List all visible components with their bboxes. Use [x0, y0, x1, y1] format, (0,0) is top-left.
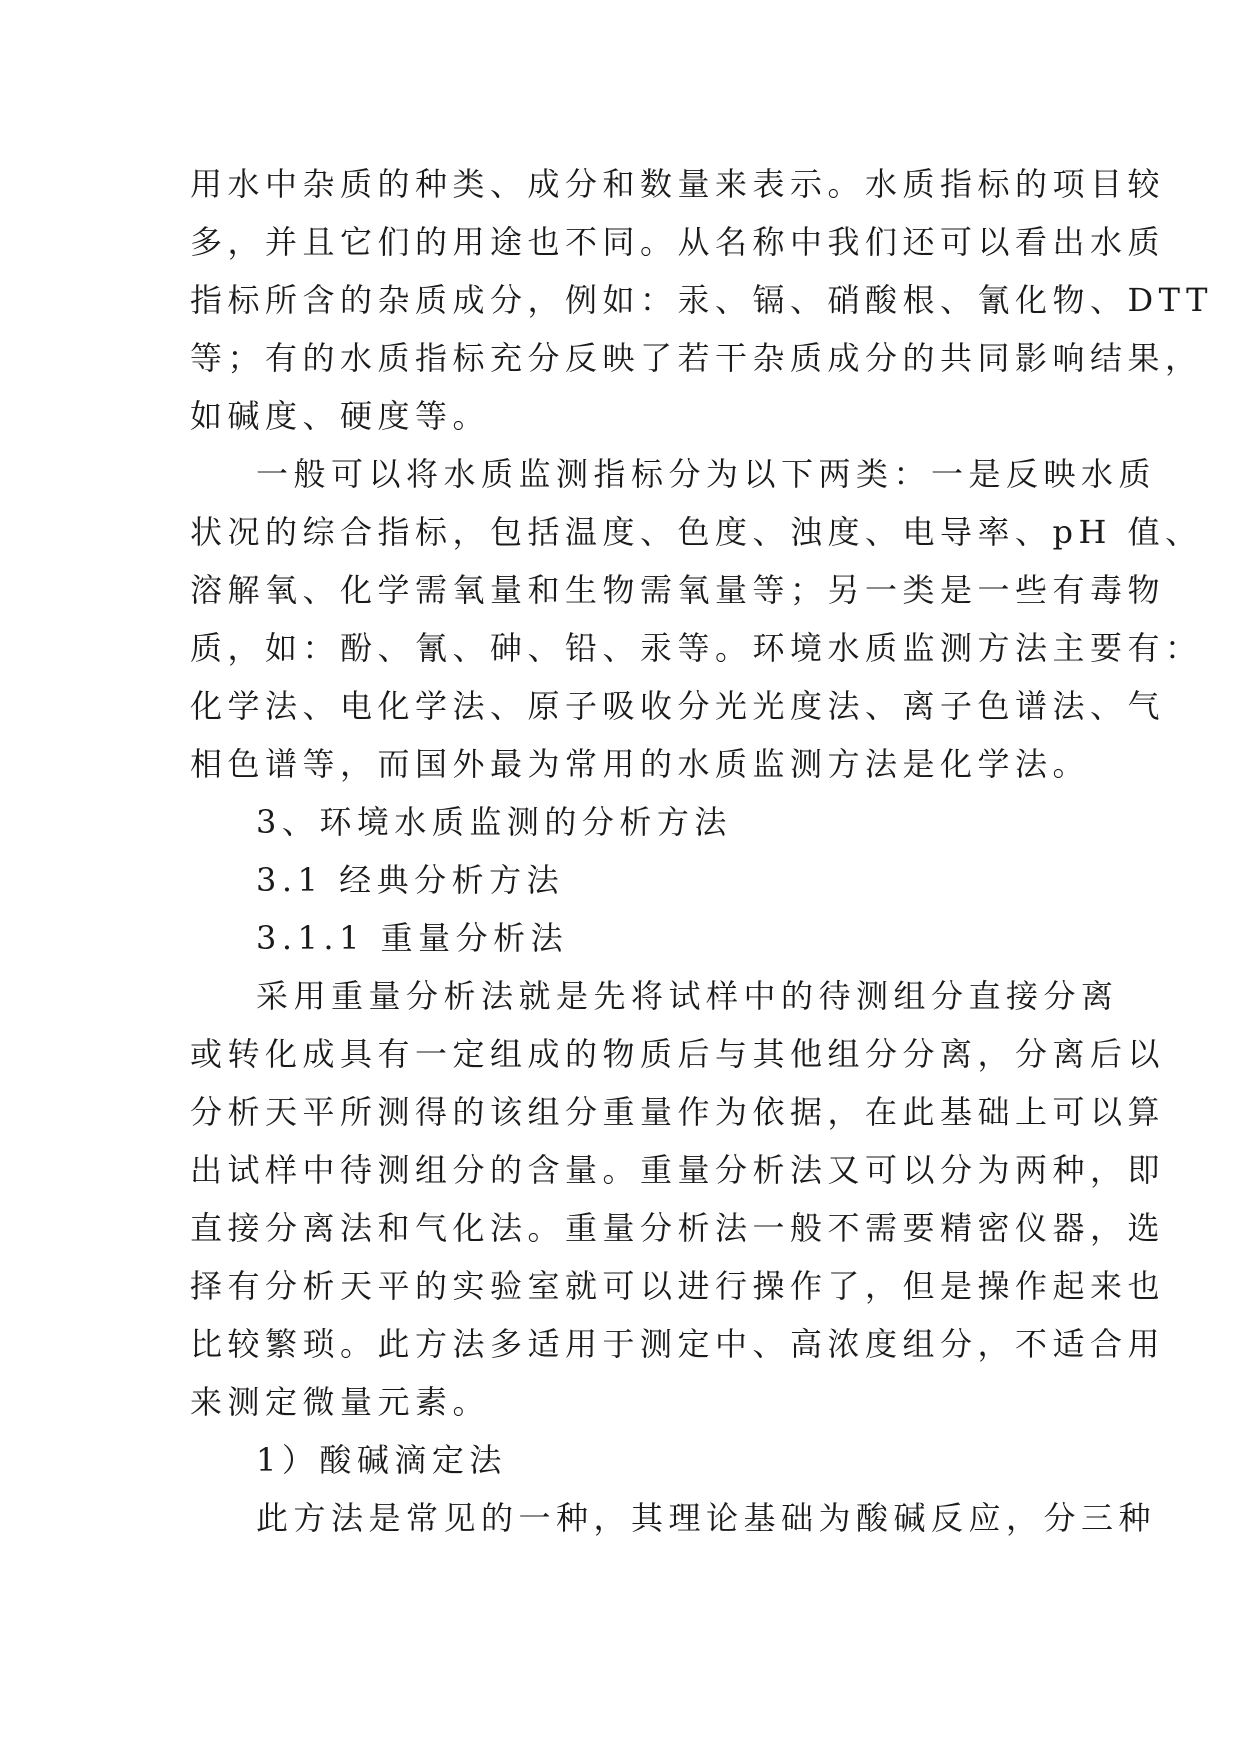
text-line: 用水中杂质的种类、成分和数量来表示。水质指标的项目较: [190, 165, 1166, 203]
text-line: 指标所含的杂质成分，例如：汞、镉、硝酸根、氰化物、DTT: [190, 281, 1213, 319]
text-line: 采用重量分析法就是先将试样中的待测组分直接分离: [256, 977, 1119, 1015]
document-page: [190, 155, 1213, 1547]
text-line: 此方法是常见的一种，其理论基础为酸碱反应，分三种: [256, 1499, 1157, 1537]
text-line: 直接分离法和气化法。重量分析法一般不需要精密仪器，选: [190, 1209, 1166, 1247]
subsection-heading: 3.1 经典分析方法: [256, 861, 565, 899]
text-line: 比较繁琐。此方法多适用于测定中、高浓度组分，不适合用: [190, 1325, 1166, 1363]
text-line: 来测定微量元素。: [190, 1383, 491, 1421]
text-line: 出试样中待测组分的含量。重量分析法又可以分为两种，即: [190, 1151, 1166, 1189]
text-line: 化学法、电化学法、原子吸收分光光度法、离子色谱法、气: [190, 687, 1166, 725]
text-line: 如碱度、硬度等。: [190, 397, 491, 435]
text-line: 等；有的水质指标充分反映了若干杂质成分的共同影响结果，: [190, 339, 1203, 377]
text-line: 相色谱等，而国外最为常用的水质监测方法是化学法。: [190, 745, 1091, 783]
list-heading: 1）酸碱滴定法: [256, 1441, 507, 1479]
text-line: 多，并且它们的用途也不同。从名称中我们还可以看出水质: [190, 223, 1166, 261]
text-line: 或转化成具有一定组成的物质后与其他组分分离，分离后以: [190, 1035, 1166, 1073]
text-line: 状况的综合指标，包括温度、色度、浊度、电导率、pH 值、: [190, 513, 1203, 551]
text-line: 择有分析天平的实验室就可以进行操作了，但是操作起来也: [190, 1267, 1166, 1305]
text-line: 质，如：酚、氰、砷、铅、汞等。环境水质监测方法主要有：: [190, 629, 1203, 667]
text-line: 分析天平所测得的该组分重量作为依据，在此基础上可以算: [190, 1093, 1166, 1131]
text-line: 一般可以将水质监测指标分为以下两类：一是反映水质: [256, 455, 1157, 493]
text-line: 溶解氧、化学需氧量和生物需氧量等；另一类是一些有毒物: [190, 571, 1166, 609]
subsubsection-heading: 3.1.1 重量分析法: [256, 919, 569, 957]
section-heading: 3、环境水质监测的分析方法: [256, 803, 732, 841]
